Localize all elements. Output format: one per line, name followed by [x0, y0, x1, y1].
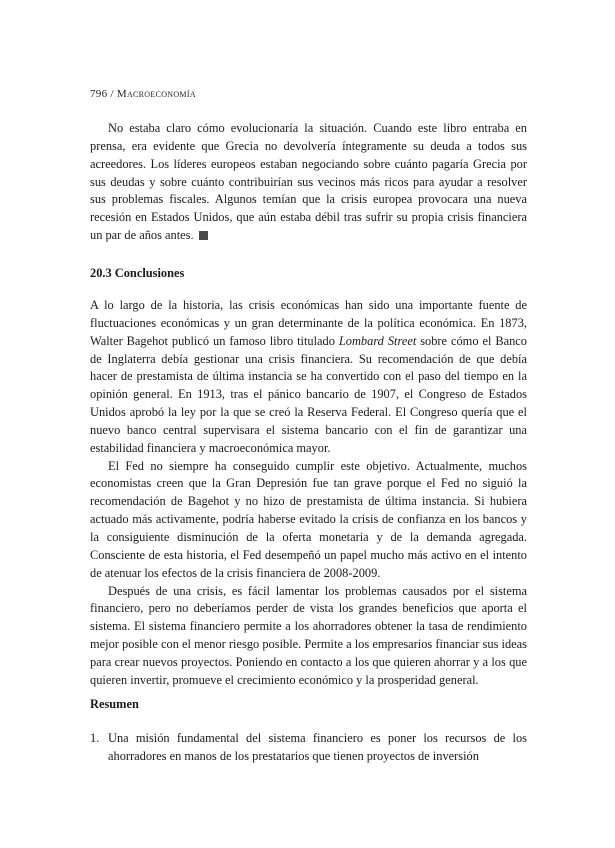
book-title-lombard-street: Lombard Street [338, 333, 417, 348]
section-heading: 20.3 Conclusiones [90, 266, 185, 280]
summary-list-item [90, 730, 527, 766]
section-paragraph-2: El Fed no siempre ha conseguido cumplir este objetivo. Actualmente, muchos economistas creen que la Gran Depresión fue tan grave porque el Fed no siguió la recomendación de Bagehot y no hizo de prestamista de última instancia. Si hubiera actuado más activamente, podría haberse evitado la crisis de confianza en los bancos y la consiguiente disminución de la oferta monetaria y de la demanda agregada. Consciente de esta historia, el Fed desempeñó un papel mucho más activo en el intento de atenuar los efectos de la crisis financiera de 2008-2009. [90, 458, 527, 580]
section-paragraph-1-text-a: A lo largo de la historia, las crisis económicas han sido una importante fuente de fluctuaciones económicas y un gran determinante de la política económica. En 1873, Walter Bagehot publicó un famoso libro titulado [90, 298, 527, 348]
summary-list [90, 730, 527, 766]
summary-list-block [90, 730, 527, 766]
section-paragraph-3: Después de una crisis, es fácil lamentar los problemas causados por el sistema financiero, pero no deberíamos perder de vista los grandes beneficios que aporta el sistema. El sistema financiero permite a los ahorradores obtener la tasa de rendimiento mejor posible con el menor riesgo posible. Permite a los empresarios financiar sus ideas para crear nuevos proyectos. Poniendo en contacto a los que quieren ahorrar y a los que quieren invertir, promueve el crecimiento económico y la prosperidad general. [90, 583, 527, 687]
summary-item-text: Una misión fundamental del sistema financiero es poner los recursos de los ahorradores en manos de los prestatarios que tienen proyectos de inversión [108, 731, 527, 763]
intro-paragraph-text: No estaba claro cómo evolucionaría la situación. Cuando este libro entraba en prensa, era evidente que Grecia no devolvería íntegramente su deuda a todos sus acreedores. Los líderes europeos estaban negociando sobre cuánto pagaría Grecia por sus deudas y sobre cuánto contribuirían sus vecinos más ricos para ayudar a resolver sus problemas fiscales. Algunos temían que la crisis europea provocara una nueva recesión en Estados Unidos, que aún estaba débil tras sufrir su propia crisis financiera un par de años antes. [90, 121, 527, 243]
intro-paragraph [90, 120, 527, 245]
section-paragraph-1 [90, 297, 527, 458]
running-head [90, 88, 196, 100]
running-head-separator: / [107, 88, 117, 100]
end-of-box-square-icon [199, 231, 208, 240]
intro-block [90, 120, 527, 245]
section-body [90, 297, 527, 690]
section-paragraph-1-text-b: sobre cómo el Banco de Inglaterra debía gestionar una crisis financiera. Su recomendación de que debía hacer de prestamista de última instancia se ha convertido con el paso del tiempo en la opinión general. En 1913, tras el pánico bancario de 1907, el Congreso de Estados Unidos aprobó la ley por la que se creó la Reserva Federal. El Congreso quería que el nuevo banco central supervisara el sistema bancario con el fin de garantizar una estabilidad financiera y macroeconómica mayor. [90, 333, 527, 455]
book-title: Macroeconomía [116, 88, 196, 100]
summary-item-number: 1. [90, 731, 100, 745]
page-number: 796 [90, 88, 108, 100]
summary-heading: Resumen [90, 697, 139, 711]
